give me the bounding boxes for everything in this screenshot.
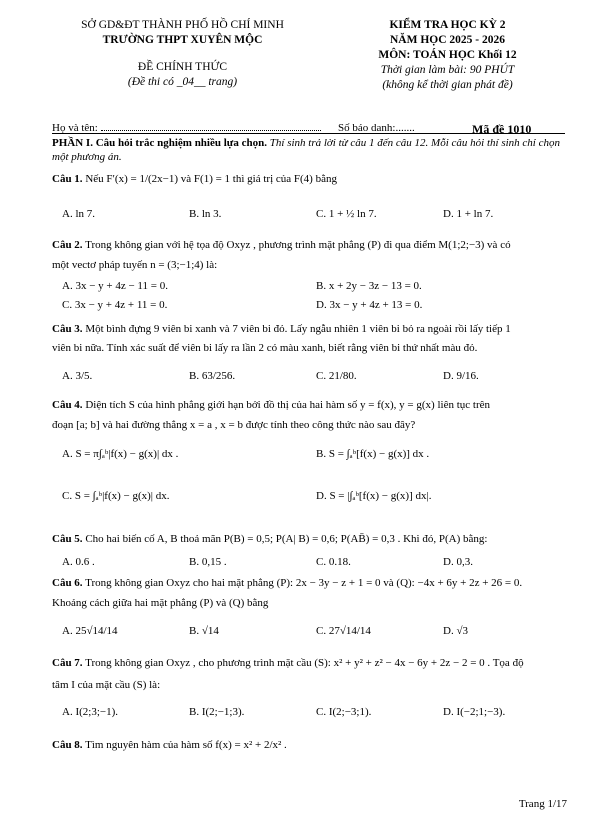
- part1-instructions: Thí sinh trả lời từ câu 1 đến câu 12. Mỗi câu hỏi thí sinh chỉ chọn một phương án.: [52, 137, 560, 163]
- name-label: Họ và tên:: [52, 122, 98, 134]
- q1-option-c[interactable]: C. 1 + ½ ln 7.: [316, 208, 377, 220]
- subject: MÔN: TOÁN HỌC Khối 12: [378, 49, 517, 61]
- q2-option-b[interactable]: B. x + 2y − 3z − 13 = 0.: [316, 280, 422, 292]
- q6-stem-1: Trong không gian Oxyz cho hai mặt phẳng (P): 2x − 3y − z + 1 = 0 và (Q): −4x + 6y + 2z + 26 = 0.: [85, 577, 523, 589]
- q5-option-b[interactable]: B. 0,15 .: [189, 556, 227, 568]
- q5-option-c[interactable]: C. 0.18.: [316, 556, 351, 568]
- q5-option-d[interactable]: D. 0,3.: [443, 556, 473, 568]
- q5-option-a[interactable]: A. 0.6 .: [62, 556, 95, 568]
- q1-stem: Nếu F′(x) = 1/(2x−1) và F(1) = 1 thì giá trị của F(4) bằng: [85, 173, 337, 185]
- q8-stem-row: [52, 738, 565, 752]
- q2-stem-2: một vectơ pháp tuyến n = (3;−1;4) là:: [52, 259, 218, 271]
- q2-option-a[interactable]: A. 3x − y + 4z − 11 = 0.: [62, 280, 168, 292]
- q7-option-a[interactable]: A. I(2;3;−1).: [62, 706, 118, 718]
- q6-stem-2: Khoảng cách giữa hai mặt phẳng (P) và (Q) bằng: [52, 597, 269, 609]
- header-rule: [52, 133, 565, 134]
- q8-label: Câu 8.: [52, 739, 83, 751]
- school-name: TRƯỜNG THPT XUYÊN MỘC: [102, 34, 263, 46]
- q7-stem-row-1: [52, 656, 565, 670]
- name-field[interactable]: [101, 130, 321, 131]
- q4-stem-2: đoạn [a; b] và hai đường thẳng x = a , x = b được tính theo công thức nào sau đây?: [52, 419, 416, 431]
- q7-stem-2: tâm I của mặt cầu (S) là:: [52, 679, 161, 691]
- q4-option-c[interactable]: C. S = ∫ₐᵇ|f(x) − g(x)| dx.: [62, 490, 170, 502]
- q4-option-b[interactable]: B. S = ∫ₐᵇ[f(x) − g(x)] dx .: [316, 448, 430, 460]
- official-label: ĐỀ CHÍNH THỨC: [137, 61, 228, 73]
- q2-option-c[interactable]: C. 3x − y + 4z + 11 = 0.: [62, 299, 168, 311]
- q1-option-a[interactable]: A. ln 7.: [62, 208, 95, 220]
- q2-stem-1: Trong không gian với hệ tọa độ Oxyz , phương trình mặt phẳng (P) đi qua điểm M(1;2;−3) và có: [85, 239, 511, 251]
- duration-note: (không kể thời gian phát đề): [382, 79, 513, 91]
- q4-stem-1: Diện tích S của hình phẳng giới hạn bởi đồ thị của hai hàm số y = f(x), y = g(x) liên tục trên: [85, 399, 490, 411]
- q6-stem-row-1: [52, 576, 565, 590]
- q3-option-a[interactable]: A. 3/5.: [62, 370, 93, 382]
- q4-stem-row-1: [52, 398, 565, 412]
- q4-option-a[interactable]: A. S = π∫ₐᵇ|f(x) − g(x)| dx .: [62, 448, 179, 460]
- q3-stem-1: Một bình đựng 9 viên bi xanh và 7 viên bi đỏ. Lấy ngẫu nhiên 1 viên bi bỏ ra ngoài rồi lấy tiếp 1: [85, 323, 511, 335]
- q6-option-c[interactable]: C. 27√14/14: [316, 625, 371, 637]
- q1-option-d[interactable]: D. 1 + ln 7.: [443, 208, 494, 220]
- id-label: Số báo danh:.......: [338, 122, 415, 134]
- header-right: [330, 18, 565, 93]
- q2-option-d[interactable]: D. 3x − y + 4z + 13 = 0.: [316, 299, 423, 311]
- part1-heading: [52, 136, 565, 164]
- q4-label: Câu 4.: [52, 399, 83, 411]
- q7-option-d[interactable]: D. I(−2;1;−3).: [443, 706, 506, 718]
- q3-option-b[interactable]: B. 63/256.: [189, 370, 236, 382]
- q6-label: Câu 6.: [52, 577, 83, 589]
- exam-code: Mã đề 1010: [472, 122, 532, 136]
- header-left: [60, 18, 305, 90]
- q1-stem-row: [52, 172, 565, 186]
- q6-option-d[interactable]: D. √3: [443, 625, 468, 637]
- q4-option-d[interactable]: D. S = |∫ₐᵇ[f(x) − g(x)] dx|.: [316, 490, 432, 502]
- exam-header: [0, 18, 589, 113]
- exam-title: KIỂM TRA HỌC KỲ 2: [389, 19, 506, 31]
- q5-label: Câu 5.: [52, 533, 83, 545]
- q7-label: Câu 7.: [52, 657, 83, 669]
- q1-option-b[interactable]: B. ln 3.: [189, 208, 222, 220]
- q7-stem-1: Trong không gian Oxyz , cho phương trình mặt cầu (S): x² + y² + z² − 4x − 6y + 2z − 2 = 0 . Tọa độ: [85, 657, 524, 669]
- page-number: Trang 1/17: [518, 798, 567, 810]
- q6-option-b[interactable]: B. √14: [189, 625, 219, 637]
- page-count-note: (Đề thi có _04__ trang): [127, 76, 238, 88]
- q7-option-c[interactable]: C. I(2;−3;1).: [316, 706, 372, 718]
- school-year: NĂM HỌC 2025 - 2026: [390, 34, 505, 46]
- q5-stem: Cho hai biến cố A, B thoả mãn P(B) = 0,5; P(A| B) = 0,6; P(AB̄) = 0,3 . Khi đó, P(A) bằng:: [85, 533, 488, 545]
- q3-label: Câu 3.: [52, 323, 83, 335]
- q3-stem-row-1: [52, 322, 565, 336]
- q3-stem-2: viên bi nữa. Tính xác suất để viên bi lấy ra lần 2 có màu xanh, biết rằng viên bi thứ nhất màu đỏ.: [52, 342, 478, 354]
- duration: Thời gian làm bài: 90 PHÚT: [380, 64, 515, 76]
- q2-label: Câu 2.: [52, 239, 83, 251]
- q1-label: Câu 1.: [52, 173, 83, 185]
- q7-option-b[interactable]: B. I(2;−1;3).: [189, 706, 245, 718]
- q8-stem: Tìm nguyên hàm của hàm số f(x) = x² + 2/x² .: [85, 739, 287, 751]
- part1-title: PHẦN I. Câu hỏi trắc nghiệm nhiều lựa chọn.: [52, 137, 268, 149]
- department-name: SỞ GD&ĐT THÀNH PHỐ HỒ CHÍ MINH: [81, 19, 284, 31]
- q6-option-a[interactable]: A. 25√14/14: [62, 625, 118, 637]
- q3-option-c[interactable]: C. 21/80.: [316, 370, 357, 382]
- q2-stem-row-1: [52, 238, 565, 252]
- q5-stem-row: [52, 532, 565, 546]
- q3-option-d[interactable]: D. 9/16.: [443, 370, 479, 382]
